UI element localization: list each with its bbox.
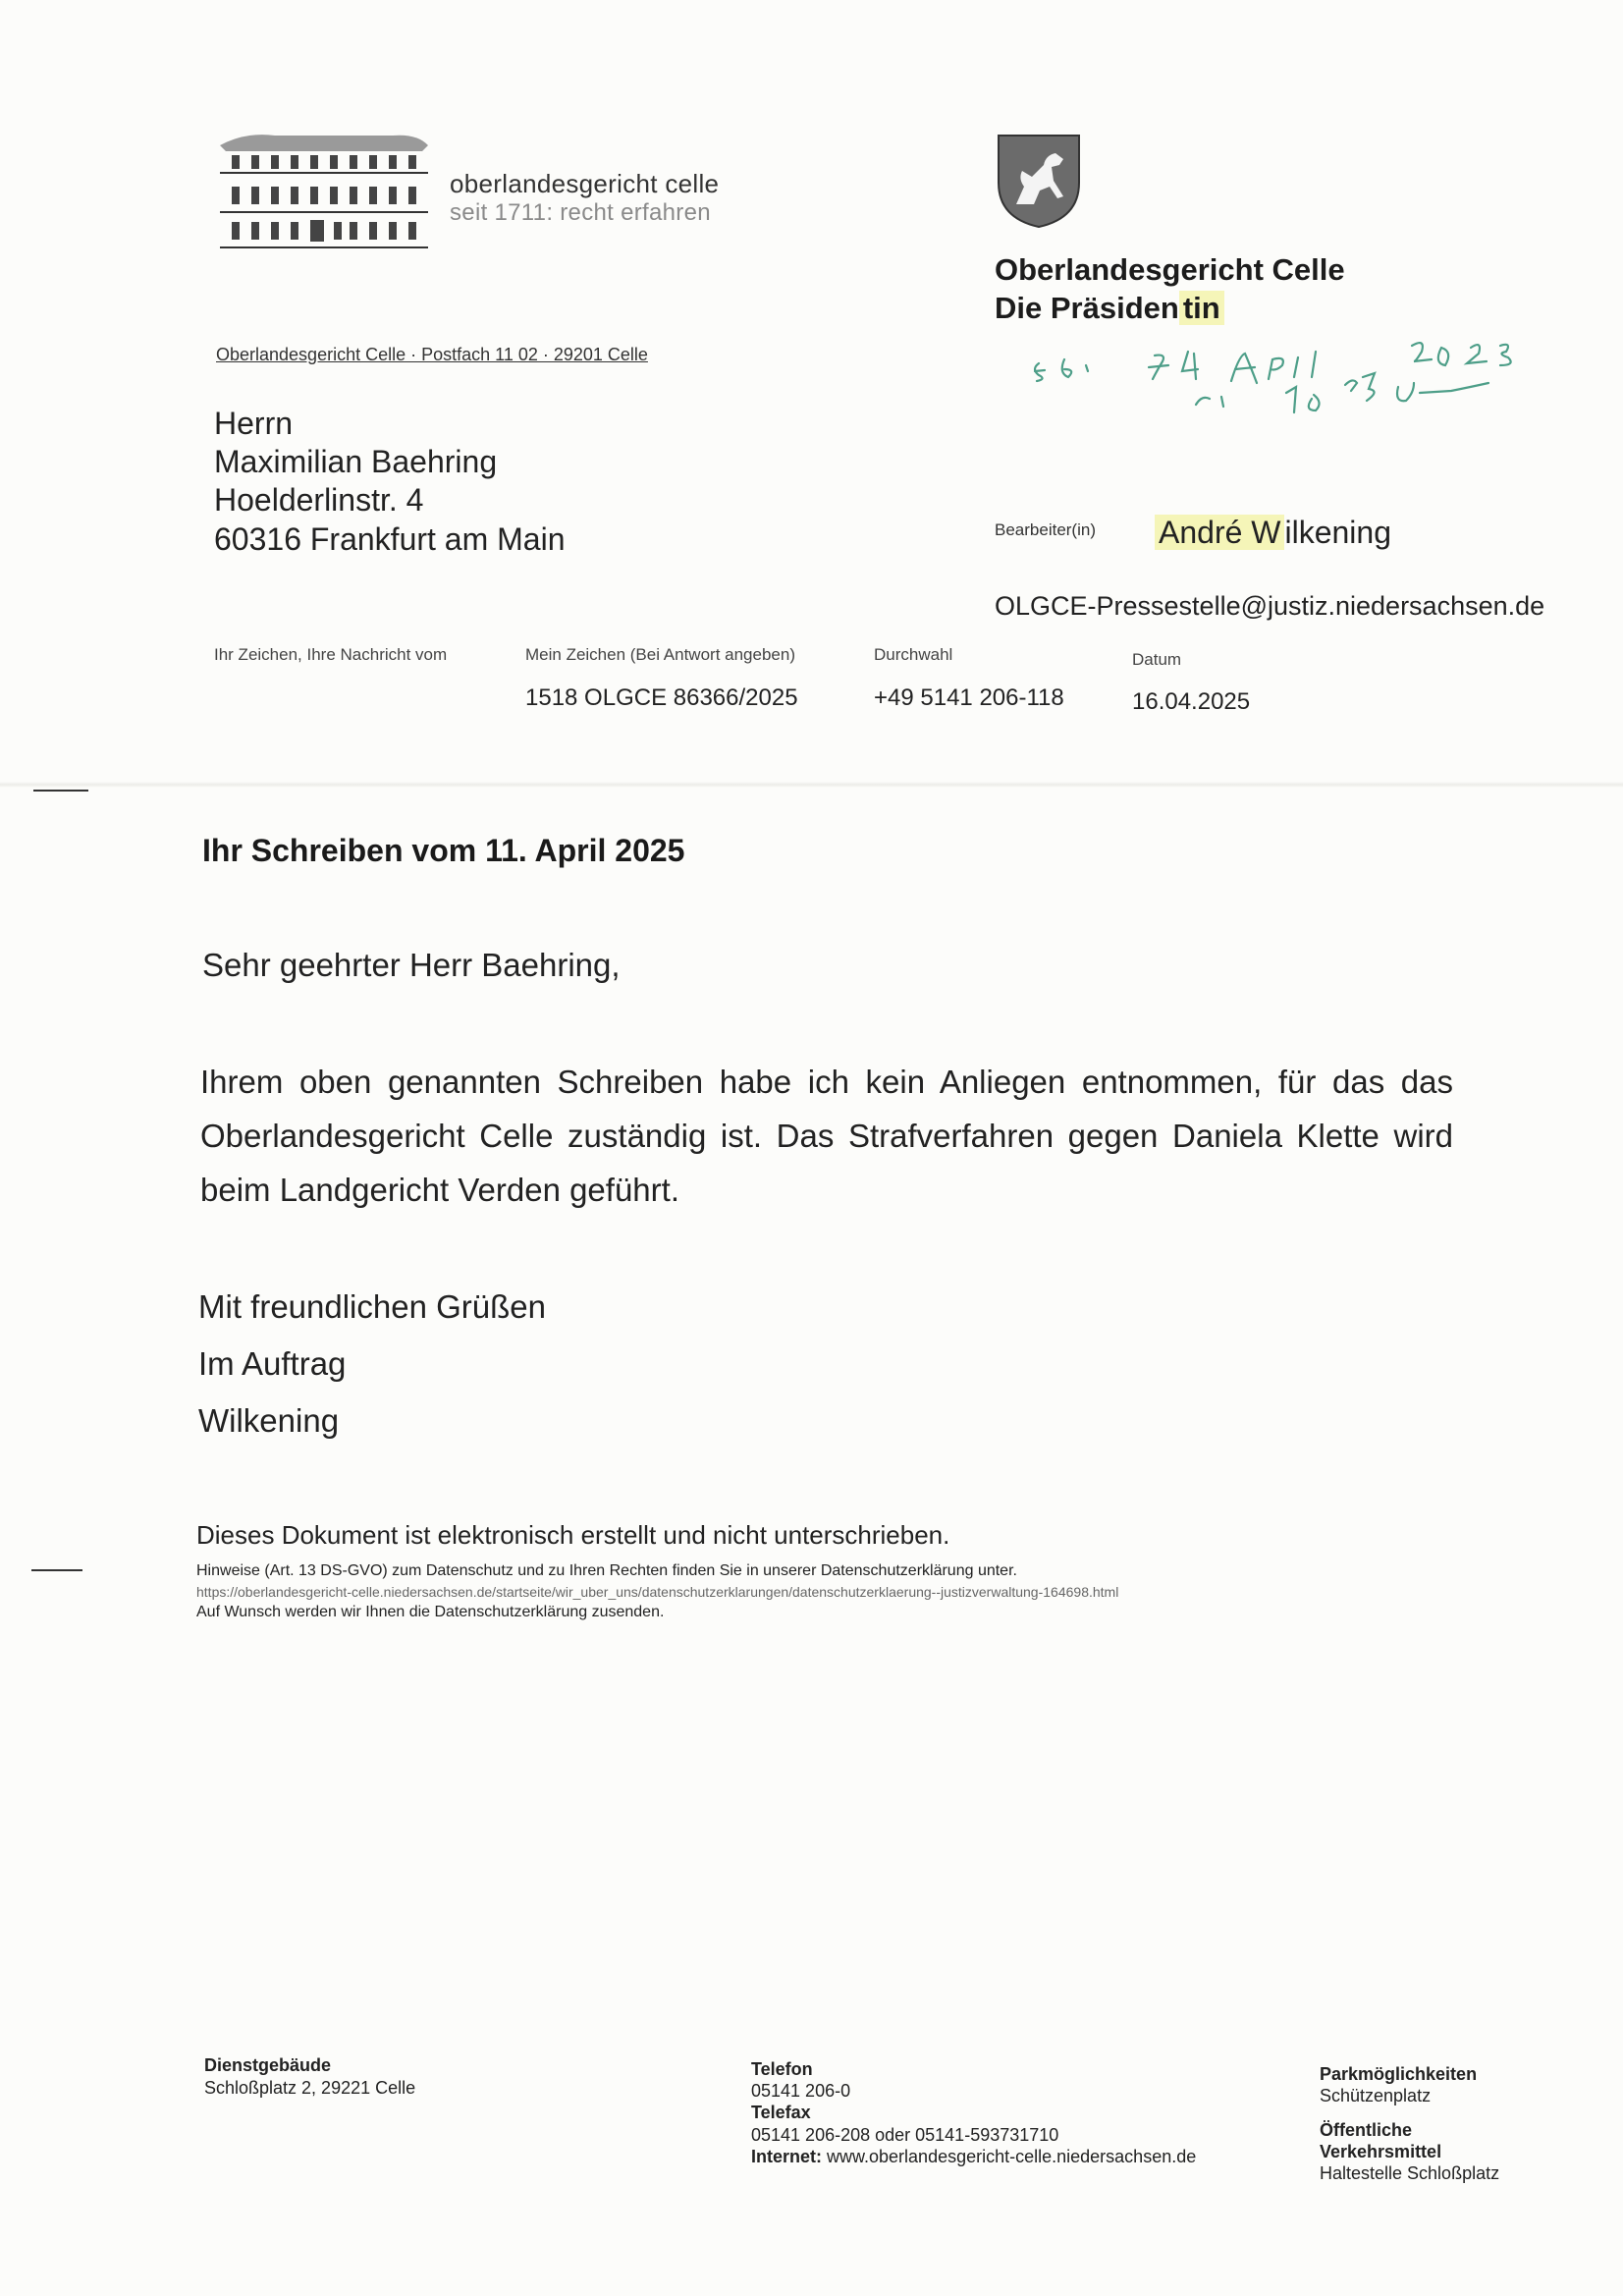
footer-internet-link: www.oberlandesgericht-celle.niedersachsen.de xyxy=(827,2147,1197,2166)
clerk-label: Bearbeiter(in) xyxy=(995,520,1096,539)
court-building-logo xyxy=(216,126,432,253)
footer-transit-value: Haltestelle Schloßplatz xyxy=(1320,2163,1500,2183)
letter-closing: Mit freundlichen Grüßen xyxy=(198,1288,546,1325)
date-value: 16.04.2025 xyxy=(1132,688,1251,715)
footer-fax-value: 05141 206-208 oder 05141-593731710 xyxy=(751,2125,1059,2145)
letter-greeting: Sehr geehrter Herr Baehring, xyxy=(202,947,621,983)
logo-tagline: seit 1711: recht erfahren xyxy=(450,199,711,226)
recipient-salutation: Herrn xyxy=(214,406,294,441)
letter-subject: Ihr Schreiben vom 11. April 2025 xyxy=(202,833,685,868)
lower-saxony-horse-crest-icon xyxy=(995,132,1083,230)
recipient-street: Hoelderlinstr. 4 xyxy=(214,482,424,518)
logo-court-name: oberlandesgericht celle xyxy=(450,169,720,198)
footer-transit-title-line2: Verkehrsmittel xyxy=(1320,2142,1442,2161)
clerk-email: OLGCE-Pressestelle@justiz.niedersachsen.de xyxy=(995,591,1545,621)
recipient-city: 60316 Frankfurt am Main xyxy=(214,521,566,557)
court-subtitle-highlight: tin xyxy=(1179,291,1224,325)
court-subtitle-main: Die Präsiden xyxy=(995,291,1179,325)
footer-internet-label: Internet: xyxy=(751,2147,822,2166)
direct-dial-value: +49 5141 206-118 xyxy=(874,684,1064,711)
letter-closing-order: Im Auftrag xyxy=(198,1345,347,1382)
footer-transit-title-line1: Öffentliche xyxy=(1320,2120,1413,2140)
clerk-first-name: André W xyxy=(1155,515,1284,550)
clerk-name xyxy=(1155,515,1391,551)
return-address: Oberlandesgericht Celle · Postfach 11 02 · 29201 Celle xyxy=(216,345,648,364)
privacy-notice-request: Auf Wunsch werden wir Ihnen die Datenschutzerklärung zusenden. xyxy=(196,1604,665,1620)
recipient-name: Maximilian Baehring xyxy=(214,444,498,479)
footer-parking-title: Parkmöglichkeiten xyxy=(1320,2064,1478,2084)
privacy-url: https://oberlandesgericht-celle.niedersachsen.de/startseite/wir_uber_uns/datenschutzerklarungen/datenschutzerklaerung--justizverwaltung-164698.html xyxy=(196,1584,1119,1600)
our-reference-value: 1518 OLGCE 86366/2025 xyxy=(525,684,798,711)
court-title: Oberlandesgericht Celle xyxy=(995,252,1345,287)
handwritten-receipt-note xyxy=(1029,322,1579,420)
footer-parking-value: Schützenplatz xyxy=(1320,2086,1432,2105)
letter-body: Ihrem oben genannten Schreiben habe ich kein Anliegen entnommen, für das das Oberlandesgericht Celle zuständig ist. Das Strafverfahren gegen Daniela Klette wird beim Landgericht Verden geführt. xyxy=(200,1064,1453,1208)
footer-fax-title: Telefax xyxy=(751,2103,811,2122)
footer-phone-value: 05141 206-0 xyxy=(751,2081,851,2101)
your-reference-label: Ihr Zeichen, Ihre Nachricht vom xyxy=(214,645,448,664)
our-reference-label: Mein Zeichen (Bei Antwort angeben) xyxy=(525,645,795,664)
clerk-last-name: ilkening xyxy=(1284,515,1391,550)
footer-internet xyxy=(751,2146,1196,2167)
punch-mark xyxy=(31,1569,82,1571)
footer-phone-title: Telefon xyxy=(751,2059,813,2079)
paper-fold xyxy=(0,782,1623,788)
footer-building-address: Schloßplatz 2, 29221 Celle xyxy=(204,2078,416,2098)
court-subtitle xyxy=(995,291,1224,326)
privacy-notice: Hinweise (Art. 13 DS-GVO) zum Datenschutz und zu Ihren Rechten finden Sie in unserer Datenschutzerklärung unter. xyxy=(196,1562,1017,1579)
letter-signatory: Wilkening xyxy=(198,1402,340,1439)
fold-mark xyxy=(33,790,88,792)
direct-dial-label: Durchwahl xyxy=(874,645,953,664)
footer-building-title: Dienstgebäude xyxy=(204,2055,332,2075)
electronic-signature-notice: Dieses Dokument ist elektronisch erstellt und nicht unterschrieben. xyxy=(196,1520,950,1550)
date-label: Datum xyxy=(1132,650,1182,669)
